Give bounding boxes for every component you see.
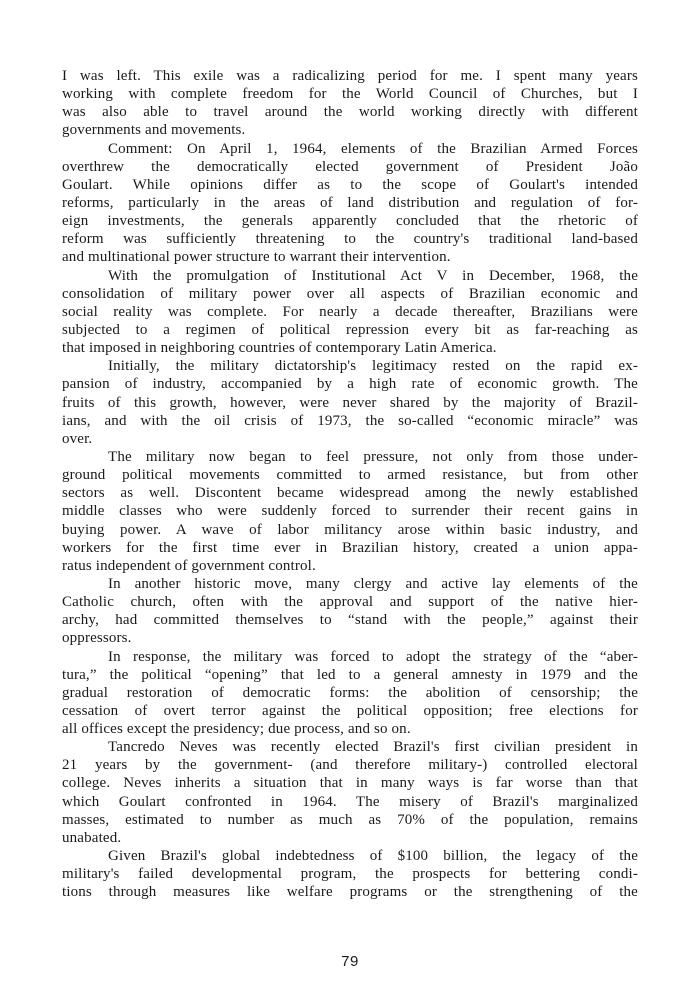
text-line: In another historic move, many clergy and active lay elements of the: [108, 575, 638, 592]
text-line: over.: [62, 430, 93, 447]
text-line: archy, had committed themselves to “stand with the people,” against their: [62, 612, 638, 629]
text-line: Given Brazil's global indebtedness of $100 billion, the legacy of the: [108, 848, 638, 865]
paragraph: [62, 575, 638, 648]
text-line: ratus independent of government control.: [62, 557, 316, 574]
text-line: was also able to travel around the world working directly with different: [62, 104, 638, 121]
paragraph: [62, 357, 638, 448]
text-line: 21 years by the government- (and therefore military-) controlled electoral: [62, 757, 638, 774]
text-line: sectors as well. Discontent became widespread among the newly established: [62, 485, 638, 502]
text-line: masses, estimated to number as much as 70% of the population, remains: [62, 811, 638, 828]
text-line: buying power. A wave of labor militancy arose within basic industry, and: [62, 521, 638, 538]
page-number: 79: [341, 953, 359, 970]
text-line: gradual restoration of democratic forms: the abolition of censorship; the: [62, 684, 638, 701]
text-line: pansion of industry, accompanied by a high rate of economic growth. The: [62, 376, 638, 393]
text-line: consolidation of military power over all aspects of Brazilian economic and: [62, 285, 638, 302]
text-line: reform was sufficiently threatening to the country's traditional land-based: [62, 231, 638, 248]
text-line: eign investments, the generals apparently concluded that the rhetoric of: [62, 213, 638, 230]
text-line: college. Neves inherits a situation that in many ways is far worse than that: [62, 775, 638, 792]
text-line: cessation of overt terror against the political opposition; free elections for: [62, 702, 638, 719]
text-line: working with complete freedom for the World Council of Churches, but I: [62, 86, 638, 103]
text-line: all offices except the presidency; due process, and so on.: [62, 721, 411, 738]
text-line: oppressors.: [62, 630, 132, 647]
text-line: subjected to a regimen of political repression every bit as far-reaching as: [62, 321, 638, 338]
paragraph: [62, 847, 638, 901]
text-line: Tancredo Neves was recently elected Brazil's first civilian president in: [108, 739, 638, 756]
paragraph: [62, 140, 638, 267]
text-line: military's failed developmental program, the prospects for bettering condi-: [62, 866, 638, 883]
text-line: that imposed in neighboring countries of contemporary Latin America.: [62, 340, 497, 357]
text-line: tions through measures like welfare programs or the strengthening of the: [62, 884, 638, 901]
text-line: fruits of this growth, however, were never shared by the majority of Brazil-: [62, 394, 638, 411]
text-line: which Goulart confronted in 1964. The misery of Brazil's marginalized: [62, 793, 638, 810]
text-line: tura,” the political “opening” that led to a general amnesty in 1979 and the: [62, 666, 638, 683]
text-line: Catholic church, often with the approval and support of the native hier-: [62, 594, 638, 611]
text-line: and multinational power structure to warrant their intervention.: [62, 249, 451, 266]
paragraph: [62, 448, 638, 575]
text-line: I was left. This exile was a radicalizing period for me. I spent many years: [62, 68, 638, 84]
paragraph: [62, 267, 638, 358]
text-line: governments and movements.: [62, 122, 246, 139]
text-line: social reality was complete. For nearly a decade thereafter, Brazilians were: [62, 303, 638, 320]
text-line: ians, and with the oil crisis of 1973, the so-called “economic miracle” was: [62, 412, 638, 429]
text-line: workers for the first time ever in Brazilian history, created a union appa-: [62, 539, 638, 556]
text-line: overthrew the democratically elected government of President João: [62, 158, 638, 175]
text-line: In response, the military was forced to adopt the strategy of the “aber-: [108, 648, 638, 665]
paragraph: [62, 738, 638, 847]
text-line: Comment: On April 1, 1964, elements of the Brazilian Armed Forces: [108, 140, 638, 157]
text-line: ground political movements committed to armed resistance, but from other: [62, 467, 638, 484]
text-line: Initially, the military dictatorship's legitimacy rested on the rapid ex-: [108, 358, 638, 375]
text-line: With the promulgation of Institutional Act V in December, 1968, the: [108, 267, 638, 284]
text-line: Goulart. While opinions differ as to the scope of Goulart's intended: [62, 176, 638, 193]
text-line: unabated.: [62, 829, 122, 846]
page-body-text: [62, 67, 638, 901]
text-line: middle classes who were suddenly forced to surrender their recent gains in: [62, 503, 638, 520]
paragraph: [62, 648, 638, 739]
text-line: The military now began to feel pressure, not only from those under-: [108, 448, 638, 465]
paragraph: [62, 67, 638, 140]
text-line: reforms, particularly in the areas of land distribution and regulation of for-: [62, 194, 638, 211]
